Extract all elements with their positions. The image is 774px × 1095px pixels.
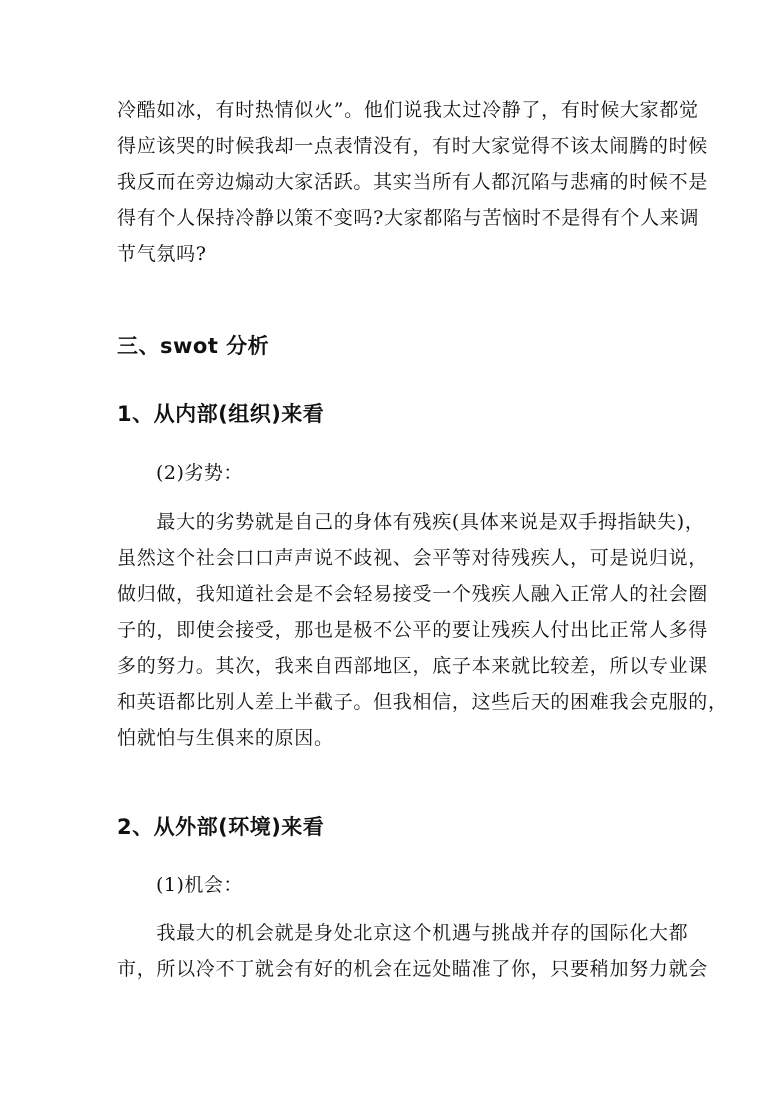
opportunity-paragraph <box>117 915 709 987</box>
paragraph-line: 最大的劣势就是自己的身体有残疾(具体来说是双手拇指缺失)， <box>117 511 705 533</box>
weakness-label: (2)劣势： <box>156 462 243 484</box>
weakness-paragraph <box>117 504 728 756</box>
subsection-heading-external: 2、从外部(环境)来看 <box>117 815 325 839</box>
paragraph-line: 市，所以冷不丁就会有好的机会在远处瞄准了你，只要稍加努力就会 <box>117 958 709 980</box>
paragraph-line: 我反而在旁边煽动大家活跃。其实当所有人都沉陷与悲痛的时候不是 <box>117 171 709 193</box>
paragraph-line: 做归做，我知道社会是不会轻易接受一个残疾人融入正常人的社会圈 <box>117 583 709 605</box>
section-heading-swot: 三、swot 分析 <box>117 334 270 358</box>
paragraph-line: 子的，即使会接受，那也是极不公平的要让残疾人付出比正常人多得 <box>117 619 709 641</box>
paragraph-line: 冷酷如冰，有时热情似火”。他们说我太过冷静了，有时候大家都觉 <box>117 99 699 121</box>
paragraph-line: 虽然这个社会口口声声说不歧视、会平等对待残疾人，可是说归说， <box>117 547 709 569</box>
paragraph-line: 和英语都比别人差上半截子。但我相信，这些后天的困难我会克服的， <box>117 691 728 713</box>
paragraph-line: 我最大的机会就是身处北京这个机遇与挑战并存的国际化大都 <box>117 922 689 944</box>
opportunity-label: (1)机会： <box>156 874 243 896</box>
intro-paragraph <box>117 92 709 272</box>
subsection-heading-internal: 1、从内部(组织)来看 <box>117 402 325 426</box>
paragraph-line: 得应该哭的时候我却一点表情没有，有时大家觉得不该太闹腾的时候 <box>117 135 709 157</box>
paragraph-line: 得有个人保持冷静以策不变吗?大家都陷与苦恼时不是得有个人来调 <box>117 207 700 229</box>
paragraph-line: 多的努力。其次，我来自西部地区，底子本来就比较差，所以专业课 <box>117 655 709 677</box>
paragraph-line: 怕就怕与生俱来的原因。 <box>117 727 334 749</box>
paragraph-line: 节气氛吗? <box>117 243 207 265</box>
